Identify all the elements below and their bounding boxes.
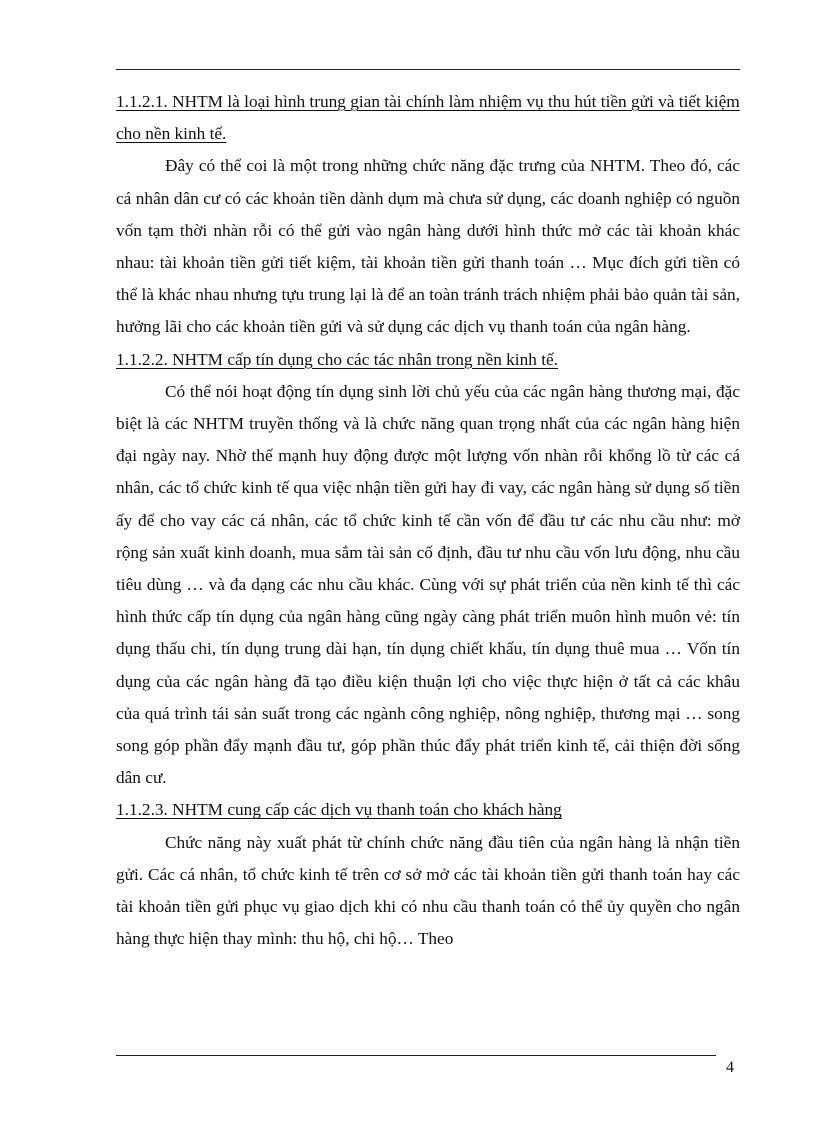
section-heading-2: 1.1.2.2. NHTM cấp tín dụng cho các tác nhân trong nền kinh tế.: [116, 349, 558, 369]
header-rule: [116, 69, 740, 70]
section-heading-1: 1.1.2.1. NHTM là loại hình trung gian tài chính làm nhiệm vụ thu hút tiền gửi và tiết kiệm cho nền kinh tế.: [116, 92, 740, 144]
document-body: [116, 86, 740, 955]
footer-rule: [116, 1055, 716, 1056]
section-paragraph-1: Đây có thể coi là một trong những chức năng đặc trưng của NHTM. Theo đó, các cá nhân dân cư có các khoản tiền dành dụm mà chưa sử dụng, các doanh nghiệp có nguồn vốn tạm thời nhàn rỗi có thể gửi vào ngân hàng dưới hình thức mở các tài khoản khác nhau: tài khoản tiền gửi tiết kiệm, tài khoản tiền gửi thanh toán … Mục đích gửi tiền có thể là khác nhau nhưng tựu trung lại là để an toàn tránh trách nhiệm phải bảo quản tài sản, hưởng lãi cho các khoản tiền gửi và sử dụng các dịch vụ thanh toán của ngân hàng.: [116, 156, 740, 337]
section-heading-3: 1.1.2.3. NHTM cung cấp các dịch vụ thanh toán cho khách hàng: [116, 800, 562, 820]
section-paragraph-3: Chức năng này xuất phát từ chính chức năng đầu tiên của ngân hàng là nhận tiền gửi. Các cá nhân, tổ chức kinh tế trên cơ sở mở các tài khoản tiền gửi thanh toán hay các tài khoản tiền gửi phục vụ giao dịch khi có nhu cầu thanh toán có thể ủy quyền cho ngân hàng thực hiện thay mình: thu hộ, chi hộ… Theo: [116, 832, 740, 949]
page-number: 4: [726, 1059, 734, 1076]
section-paragraph-2: Có thể nói hoạt động tín dụng sinh lời chủ yếu của các ngân hàng thương mại, đặc biệt là các NHTM truyền thống và là chức năng quan trọng nhất của các ngân hàng hiện đại ngày nay. Nhờ thế mạnh huy động được một lượng vốn nhàn rỗi khổng lồ từ các cá nhân, các tổ chức kinh tế qua việc nhận tiền gửi hay đi vay, các ngân hàng sử dụng số tiền ấy để cho vay các cá nhân, các tổ chức kinh tế cần vốn để đầu tư các nhu cầu như: mở rộng sản xuất kinh doanh, mua sắm tài sản cố định, đầu tư nhu cầu vốn lưu động, nhu cầu tiêu dùng … và đa dạng các nhu cầu khác. Cùng với sự phát triển của nền kinh tế thì các hình thức cấp tín dụng của ngân hàng cũng ngày càng phát triển muôn hình muôn vẻ: tín dụng thấu chi, tín dụng trung dài hạn, tín dụng chiết khấu, tín dụng thuê mua … Vốn tín dụng của các ngân hàng đã tạo điều kiện thuận lợi cho việc thực hiện ở tất cả các khâu của quá trình tái sản suất trong các ngành công nghiệp, nông nghiệp, thương mại … song song góp phần đẩy mạnh đầu tư, góp phần thúc đẩy phát triển kinh tế, cải thiện đời sống dân cư.: [116, 381, 740, 788]
